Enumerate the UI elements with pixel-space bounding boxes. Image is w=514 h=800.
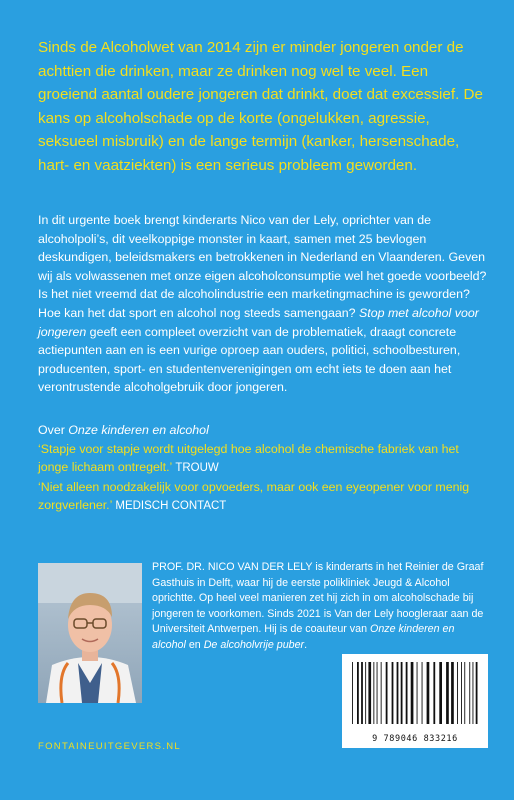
barcode-bar [417,662,418,724]
barcode-bar [406,662,408,724]
barcode-bar [392,662,394,724]
review-source-2: MEDISCH CONTACT [115,500,227,513]
barcode-bars [342,654,488,732]
barcode-bar [476,662,478,724]
barcode-bar [373,662,374,724]
barcode-bar [446,662,449,724]
barcode-bar [427,662,430,724]
book-title-reference: Stop met alcohol voor jongeren [38,305,479,339]
barcode-bar [422,662,423,724]
reviews-block [38,421,490,516]
barcode-bar [357,662,359,724]
description-text-part2: geeft een compleet overzicht van de problematiek, draagt concrete actiepunten aan en is een vurige oproep aan ouders, politici, schoolbesturen, producenten, sport- en studentenverenigingen om echt iets te doen aan het verontrustende alcoholgebruik door jongeren. [38,324,461,395]
barcode-bar [381,662,382,724]
barcode-bar [451,662,454,724]
review-quote-1 [38,440,490,478]
barcode-bar [473,662,474,724]
barcode-bar [464,662,465,724]
barcode-bar [401,662,403,724]
barcode-bar [439,662,442,724]
bio-book-title-1: Onze kinderen en alcohol [152,623,455,651]
review-text-1: ‘Stapje voor stapje wordt uitgelegd hoe alcohol de chemische fabriek van het jonge lichaam ontregelt.’ [38,441,459,475]
isbn-digits: 9 789046 833216 [372,734,458,744]
barcode-bar [461,662,462,724]
barcode-bar [377,662,378,724]
review-source-1: TROUW [175,462,219,475]
barcode-bar [433,662,435,724]
description-paragraph [38,211,488,397]
author-bio: PROF. DR. NICO VAN DER LELY is kinderarts in het Reinier de Graaf Gasthuis in Delft, waar hij de eerste polikliniek Jeugd & Alcohol oprichtte. Op heel veel manieren zet hij zich in om alcoholschade bij jongeren te voorkomen. Sinds 2021 is Van der Lely hoogleraar aan de Universiteit Antwerpen. Hij is de coauteur van Onze kinderen en alcohol en De alcoholvrije puber. [152,561,484,651]
previous-book-heading: Over Onze kinderen en alcohol [38,423,209,437]
barcode-bar [368,662,371,724]
author-photo [38,563,142,703]
review-text-2: ‘Niet alleen noodzakelijk voor opvoeders, maar ook een eyeopener voor menig zorgverlener.’ [38,479,470,513]
barcode-bar [365,662,366,724]
barcode-bar [457,662,458,724]
barcode-bar [397,662,399,724]
author-portrait-illustration [38,563,142,703]
isbn-barcode [342,654,488,748]
review-quote-2 [38,478,490,516]
description-text-part1: In dit urgente boek brengt kinderarts Nico van der Lely, oprichter van de alcoholpoli’s, dit veelkoppige monster in kaart, samen met 25 bevlogen deskundigen, beleidsmakers en betrokkenen in Nederland en Vlaanderen. Geven wij als volwassenen met onze eigen alcoholconsumptie wel het goede voorbeeld? Is het niet vreemd dat de alcoholindustrie een marketingmachine is geworden? Hoe kan het dat sport en alcohol nog steeds samengaan? [38,213,487,320]
previous-book-title: Onze kinderen en alcohol [68,423,209,437]
barcode-bar [469,662,470,724]
barcode-bar [352,662,353,724]
barcode-bar [386,662,388,724]
intro-paragraph: Sinds de Alcoholwet van 2014 zijn er minder jongeren onder de achttien die drinken, maar ze drinken nog wel te veel. Een groeiend aantal oudere jongeren dat drinkt, doet dat excessief. De kans op alcoholschade op de korte (ongelukken, agressie, seksueel misbruik) en de lange termijn (kanker, hersenschade, hart- en vaatziekten) is een serieus probleem geworden. [38,39,483,174]
publisher-website: FONTAINEUITGEVERS.NL [38,741,182,752]
barcode-bar [361,662,363,724]
barcode-bar [411,662,414,724]
bio-book-title-2: De alcoholvrije puber [203,638,305,651]
